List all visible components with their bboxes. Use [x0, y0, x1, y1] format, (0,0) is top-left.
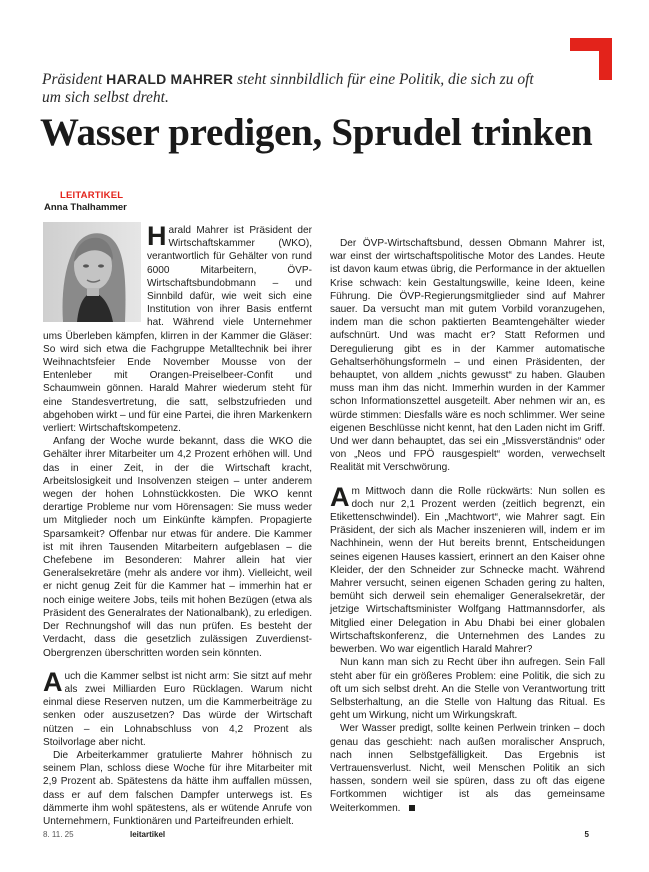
page-title: Wasser predigen, Sprudel trinken: [40, 111, 593, 154]
deck-text-before: Präsident: [42, 71, 107, 88]
article-paragraph: [330, 722, 605, 814]
article-column-right: [330, 237, 605, 815]
article-paragraph: Nun kann man sich zu Recht über ihn aufregen. Sein Fall steht aber für ein größeres Problem: eine Politik, die sich zu oft um sich selbst dreht. An die Stelle von Verantwortung tritt Selbsterhaltung, an die Stelle von Haltung das Ritual. Es geht um Wirkung, nicht um Wirkungskraft.: [330, 657, 605, 722]
article-paragraph: Der ÖVP-Wirtschaftsbund, dessen Obmann Mahrer ist, war einst der wirtschaftspolitische Motor des Landes. Heute ist davon kaum etwas übrig, die Performance in der aktuellen Krise schwach: kein Gestaltungswille, keine Ideen, keine Führung. Die ÖVP-Regierungsmitglieder sind auf Mahrer sauer. Da versucht man mit gutem Vorbild voranzugehen, indem man die schon paktierten Beamtengehälter wieder aufschnürt. Und was macht er? Statt Reformen und Deregulierung gibt es in der Kammer automatische Gehaltserhöhungsformeln – und einen Präsidenten, der behauptet, von alldem „nichts gewusst“ zu haben. Glauben muss man ihm das nicht. Immerhin wurden in der Kammer schon Informationszettel ausgeteilt. Aber nehmen wir an, es würde stimmen: Diesfalls wäre es noch schlimmer. Wer seine eigenen Beschlüsse nicht kennt, hat den Laden nicht im Griff. Und wer dann behauptet, das sei ein „Missverständnis“ oder von „Neos und FPÖ rausgespielt“ worden, verwechselt Realität mit Verschwörung.: [330, 238, 605, 474]
paragraph-text: uch die Kammer selbst ist nicht arm: Sie sitzt auf mehr als zwei Milliarden Euro Rücklagen. Warum nicht einmal diese Reserven nutzen, um die Kammerbeiträge zu senken oder auszusetzen? Das würde der Wirtschaft nützen – ein Lohnabschluss von 4,2 Prozent als Stoilvorlage aber nicht.: [43, 670, 312, 748]
article-deck: [42, 70, 542, 107]
drop-cap: H: [147, 221, 167, 251]
paragraph-text: arald Mahrer ist Präsident der Wirtschaftskammer (WKO), verantwortlich für Gehälter von rund 6000 Mitarbeitern, ÖVP-Wirtschaftsbundobmann – und Sinnbild dafür, wie weit sich eine Institution von ihrer Basis entfernt hat. Während viele Unternehmer ums Überleben kämpfen, klirren in der Kammer die Gläser: So wird sich etwa die Fachgruppe Metalltechnik bei ihrer Weihnachtsfeier Ende November Mousse von der Entenleber mit Orangen-Preiselbeer-Confit und Schaumwein gönnen. Harald Mahrer wiederum steht für eine Standesvertretung, die satt, selbstzufrieden und abgehoben wirkt – und für eine Partei, die ihren Markenkern verliert: Wirtschaftskompetenz.: [43, 225, 312, 435]
drop-cap: A: [330, 481, 350, 512]
article-paragraph: [43, 221, 312, 435]
section-kicker: LEITARTIKEL: [60, 190, 124, 201]
deck-person-name: HARALD MAHRER: [106, 71, 234, 87]
author-name: Anna Thalhammer: [44, 202, 127, 213]
paragraph-text: m Mittwoch dann die Rolle rückwärts: Nun sollen es doch nur 2,1 Prozent werden (zeitlich begrenzt, ein Etikettenschwindel). Ein „Machtwort“, wie Mahrer sagt. Ein Präsident, der sich als Macher inszenieren will, indem er im Nachhinein, wenn der Hut bereits brennt, Entscheidungen seines eigenen Hauses kassiert, erinnert an den Kaiser ohne Kleider, der den Schneider zur Schnecke macht. Während Mahrer versucht, seinen eigenen Schaden gering zu halten, bemüht sich derweil sein ehemaliger Generalsekretär, der jetzige Wirtschaftsminister Wolfgang Hattmannsdorfer, als Mitglied einer Delegation in Abu Dhabi bei einer globalen Wirtschaftskonferenz, die Unternehmen des Landes zu bewerben. Wo war eigentlich Harald Mahrer?: [330, 485, 605, 656]
corner-brand-mark: [570, 38, 612, 80]
article-paragraph: [330, 481, 605, 657]
footer-section-name: leitartikel: [130, 830, 166, 839]
article-column-left: [43, 221, 312, 828]
drop-cap: A: [43, 666, 63, 697]
page-footer: [43, 830, 589, 842]
article-paragraph: [43, 666, 312, 749]
page-number: 5: [584, 830, 589, 839]
article-paragraph: Anfang der Woche wurde bekannt, dass die WKO die Gehälter ihrer Mitarbeiter um 4,2 Prozent erhöhen will. Und das in einer Zeit, in der die Wirtschaft kracht, Arbeitslosigkeit und Insolvenzen steigen – unter anderem wegen der hohen Lohnstückkosten. Die WKO kennt derartige Probleme nur vom Hörensagen: Sie muss weder um Mitglieder noch um Einkünfte kämpfen. Propagierte Sparsamkeit? Offenbar nur etwas für andere. Die Kammer ist mit ihren Tausenden Mitarbeitern aufgeblasen – die Chefebene im Besonderen: Mahrer allein hat vier Generalsekretäre (mehr als andere vor ihm). Vielleicht, weil er nicht genug Zeit für die Kammer hat – immerhin hat er noch einige weitere Jobs, teils mit hohen Bezügen (etwa als Präsident des Generalrates der Nationalbank), zu erledigen. Der Rechnungshof will das nun prüfen. Es besteht der Verdacht, dass die gesetzlich zulässigen Zuverdienst-Obergrenzen überschritten worden sein könnten.: [43, 436, 312, 659]
paragraph-text: Wer Wasser predigt, sollte keinen Perlwein trinken – doch genau das geschieht: nach außen moralischer Anspruch, nach innen Selbstgefälligkeit. Das Ergebnis ist Vertrauensverlust. Nicht, weil Menschen Politik an sich hassen, sondern weil sie spüren, dass zu oft das eigene Fortkommen wichtiger ist als das gemeinsame Weiterkommen.: [330, 723, 605, 814]
article-paragraph: Die Arbeiterkammer gratulierte Mahrer höhnisch zu seinem Plan, schloss diese Woche für ihre Mitarbeiter mit 2,9 Prozent ab. Spätestens da hätte ihm auffallen müssen, dass er auf dem falschen Dampfer unterwegs ist. Es dämmerte ihm wohl spätestens, als er wütende Anrufe von Unternehmern, Funktionären und Parteifreunden erhielt.: [43, 749, 312, 827]
end-of-article-square-icon: [409, 805, 415, 811]
deck-text-after: steht sinnbildlich für eine Politik, die sich zu oft um sich selbst dreht.: [42, 71, 534, 106]
issue-date: 8. 11. 25: [43, 830, 74, 839]
